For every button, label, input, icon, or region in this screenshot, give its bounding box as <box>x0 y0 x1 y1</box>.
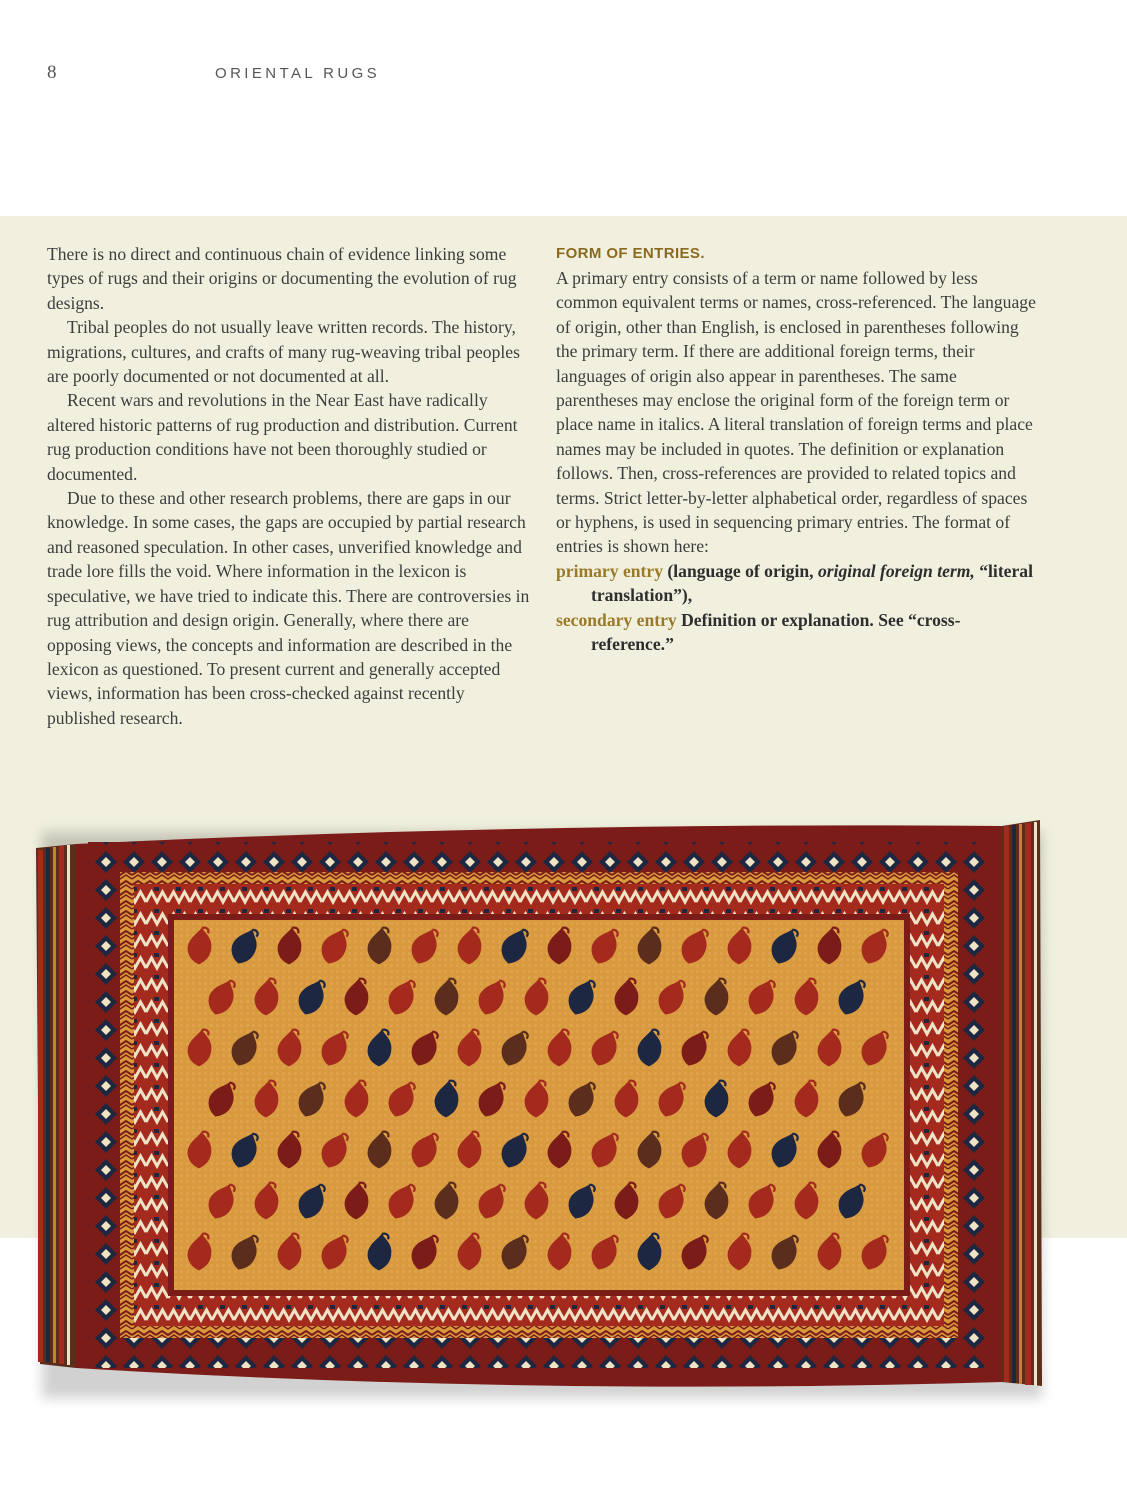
secondary-entry-text: Definition or explanation. See “cross-reference.” <box>591 609 961 655</box>
rug-illustration <box>36 820 1042 1392</box>
running-title: ORIENTAL RUGS <box>215 64 381 82</box>
paragraph: A primary entry consists of a term or name followed by less common equivalent terms or names, cross-referenced. The language of origin, other than English, is enclosed in parentheses following the primary term. If there are additional foreign terms, their languages of origin also appear in parentheses. The same parentheses may enclose the original form of the foreign term or place name in italics. A literal translation of foreign terms and place names may be included in quotes. The definition or explanation follows. Then, cross-references are provided to related topics and terms. Strict letter-by-letter alphabetical order, regardless of spaces or hyphens, is used in sequencing primary entries. The format of entries is shown here: <box>556 268 1036 557</box>
left-column <box>47 242 531 730</box>
section-heading: FORM OF ENTRIES. <box>556 245 705 262</box>
secondary-entry-term: secondary entry <box>556 609 677 630</box>
example-primary-entry <box>556 559 1041 608</box>
paragraph: There is no direct and continuous chain of evidence linking some types of rugs and their origins or documenting the evolution of rug designs. <box>47 244 517 313</box>
example-secondary-entry <box>556 608 1041 657</box>
primary-entry-part1: (language of origin, <box>663 560 818 581</box>
paragraph: Tribal peoples do not usually leave written records. The history, migrations, cultures, and crafts of many rug-weaving tribal peoples are poorly documented or not documented at all. <box>47 317 520 387</box>
running-head <box>47 60 380 86</box>
paragraph: Due to these and other research problems, there are gaps in our knowledge. In some cases, the gaps are occupied by partial research and reasoned speculation. In other cases, unverified knowledge and trade lore fills the void. Where information in the lexicon is speculative, we have tried to indicate this. There are controversies in rug attribution and design origin. Generally, where there are opposing views, the concepts and information are described in the lexicon as questioned. To present current and generally accepted views, information has been cross-checked against recently published research. <box>47 488 530 728</box>
paragraph: Recent wars and revolutions in the Near East have radically altered historic patterns of rug production and distribution. Current rug production conditions have not been thoroughly studied or documented. <box>47 390 518 484</box>
right-column <box>556 242 1041 657</box>
primary-entry-italic: original foreign term, <box>817 560 975 581</box>
primary-entry-part2: “literal translation”), <box>591 560 1033 606</box>
primary-entry-term: primary entry <box>556 560 663 581</box>
rug-photo <box>36 820 1042 1392</box>
page-number: 8 <box>47 62 57 83</box>
